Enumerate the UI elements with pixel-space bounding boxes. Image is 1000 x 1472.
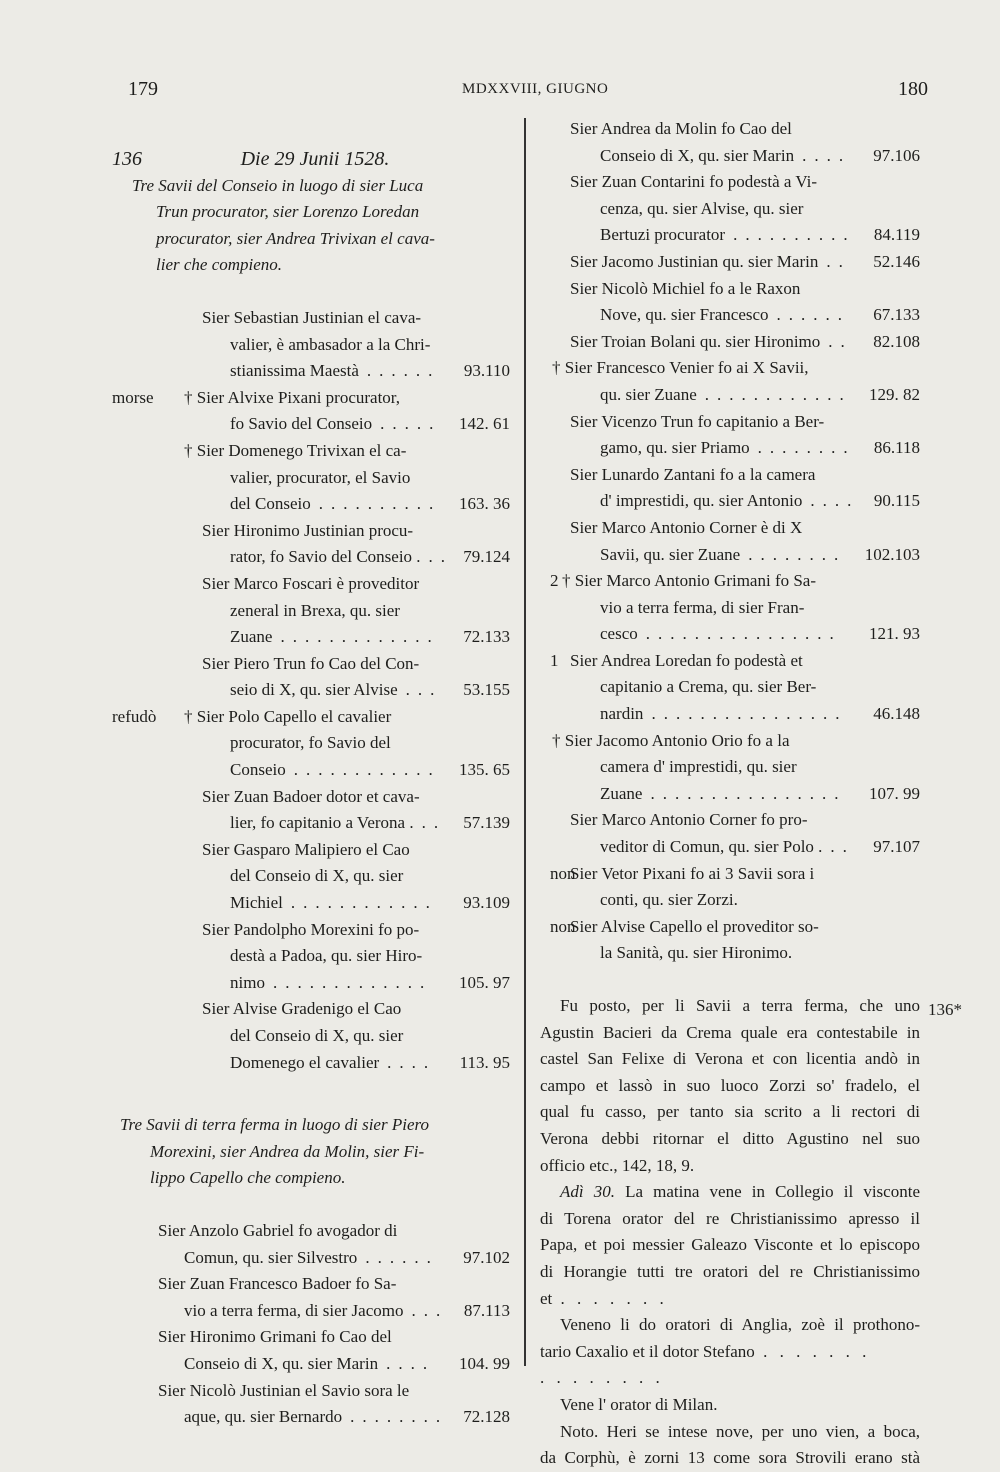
line-text: Sier Anzolo Gabriel fo avogador di bbox=[158, 1220, 398, 1240]
line-text: rator, fo Savio del Conseio . bbox=[230, 547, 421, 567]
line-text: Sier Zuan Badoer dotor et cava- bbox=[202, 786, 420, 806]
text-line bbox=[540, 1286, 920, 1313]
text-line bbox=[540, 409, 920, 436]
text-line bbox=[540, 914, 920, 941]
line-text: Sier Hironimo Justinian procu- bbox=[202, 520, 414, 540]
text-line bbox=[120, 1351, 510, 1378]
date-heading: Die 29 Junii 1528. bbox=[240, 148, 390, 170]
leader-dots: ... bbox=[405, 680, 443, 700]
vote-count: 93.110 bbox=[463, 361, 510, 381]
line-text: del Conseio di X, qu. sier bbox=[230, 1026, 404, 1045]
line-text: Sier Marco Antonio Corner fo pro- bbox=[570, 810, 808, 830]
text-line bbox=[120, 1112, 510, 1139]
leader-dots: ... bbox=[411, 1300, 449, 1320]
text-line bbox=[540, 488, 920, 515]
line-text: camera d' imprestidi, qu. sier bbox=[600, 757, 797, 777]
vote-count: 97.106 bbox=[873, 145, 920, 165]
text-line bbox=[120, 1404, 510, 1431]
text-line bbox=[540, 222, 920, 249]
line-text: Conseio di X, qu. sier Marin bbox=[600, 145, 795, 165]
text-line bbox=[112, 704, 510, 731]
text-line bbox=[120, 890, 510, 917]
vote-count: 87.113 bbox=[463, 1300, 510, 1320]
text-line bbox=[540, 595, 920, 622]
text-line bbox=[120, 1324, 510, 1351]
text-line bbox=[120, 970, 510, 997]
vote-count: 57.139 bbox=[463, 813, 510, 833]
line-text: veditor di Comun, qu. sier Polo . bbox=[600, 837, 823, 857]
text-line bbox=[540, 1232, 920, 1259]
line-text: Nove, qu. sier Francesco bbox=[600, 305, 769, 325]
text-line bbox=[540, 781, 920, 808]
leader-dots: .. bbox=[428, 547, 454, 567]
text-line bbox=[120, 996, 510, 1023]
line-text: † Sier Domenego Trivixan el ca- bbox=[184, 440, 407, 460]
line-text: Verona debbi ritornar el ditto Agustino nel suo bbox=[540, 1128, 920, 1148]
text-line bbox=[540, 302, 920, 329]
line-text: Sier Nicolò Justinian el Savio sora le bbox=[158, 1380, 410, 1400]
text-line bbox=[120, 784, 510, 811]
spacer bbox=[120, 279, 510, 305]
text-line bbox=[540, 1419, 920, 1446]
leader-dots: ............. bbox=[272, 972, 433, 992]
leader-dots: .......... bbox=[318, 494, 442, 514]
line-text: valier, è ambasador a la Chri- bbox=[230, 334, 431, 354]
leader-dots: . . . . . . . bbox=[552, 1288, 668, 1308]
line-text: Noto. Heri se intese nove, per uno vien, a boca, bbox=[560, 1421, 920, 1441]
spacer bbox=[540, 967, 920, 993]
line-text: Sier Troian Bolani qu. sier Hironimo bbox=[570, 331, 821, 351]
text-line bbox=[540, 1365, 920, 1392]
leader-dots: .... bbox=[387, 1052, 437, 1072]
text-line bbox=[540, 1073, 920, 1100]
vote-count: 67.133 bbox=[873, 305, 920, 325]
line-text bbox=[540, 1365, 664, 1392]
leader-dots: ............ bbox=[290, 893, 438, 913]
vote-count: 163. 36 bbox=[459, 494, 510, 514]
text-line bbox=[540, 116, 920, 143]
text-line bbox=[540, 382, 920, 409]
text-line bbox=[540, 196, 920, 223]
margin-label: 136 bbox=[112, 148, 142, 170]
leader-dots: .. bbox=[830, 837, 855, 857]
line-text: Sier Andrea Loredan fo podestà et bbox=[570, 650, 803, 670]
text-line bbox=[120, 810, 510, 837]
line-text: † Sier Marco Antonio Grimani fo Sa- bbox=[562, 571, 817, 591]
line-text: aque, qu. sier Bernardo bbox=[184, 1407, 343, 1427]
text-line bbox=[540, 1259, 920, 1286]
text-line bbox=[120, 1271, 510, 1298]
text-line bbox=[120, 199, 510, 226]
leader-dots: ...... bbox=[776, 305, 851, 325]
margin-label: non bbox=[550, 863, 576, 883]
line-text: di Horangie tutti tre oratori del re Christianissimo bbox=[540, 1261, 920, 1281]
line-text: Sier Marco Foscari è proveditor bbox=[202, 573, 420, 593]
text-line bbox=[540, 515, 920, 542]
line-text: † Sier Francesco Venier fo ai X Savii, bbox=[552, 358, 809, 378]
line-text: cenza, qu. sier Alvise, qu. sier bbox=[600, 198, 804, 218]
line-text: Sier Marco Antonio Corner è di X bbox=[570, 517, 803, 537]
line-text: Adì 30. La matina vene in Collegio il visconte bbox=[560, 1182, 920, 1202]
text-line bbox=[120, 757, 510, 784]
text-line bbox=[120, 1139, 510, 1166]
line-text: procurator, sier Andrea Trivixan el cava- bbox=[156, 228, 435, 248]
spacer bbox=[120, 1192, 510, 1218]
line-text: nimo bbox=[230, 972, 265, 992]
line-text: da Corphù, è zorni 13 come sora Strovili erano stà bbox=[540, 1448, 920, 1468]
line-text: del Conseio di X, qu. sier bbox=[230, 866, 404, 886]
vote-count: 113. 95 bbox=[459, 1052, 510, 1072]
text-line bbox=[540, 1339, 920, 1366]
line-text: Tre Savii del Conseio in luogo di sier Luca bbox=[132, 175, 424, 195]
margin-label: non bbox=[550, 916, 576, 936]
leader-dots: . . . . . . . . bbox=[540, 1368, 664, 1388]
text-line bbox=[540, 435, 920, 462]
line-text: Zuane bbox=[230, 627, 273, 647]
vote-count: 52.146 bbox=[873, 251, 920, 271]
vote-count: 93.109 bbox=[463, 893, 510, 913]
line-text: Agustin Bacieri da Crema quale era contestabile in bbox=[540, 1022, 920, 1042]
text-line bbox=[120, 1378, 510, 1405]
line-text: Conseio di X, qu. sier Marin bbox=[184, 1353, 379, 1373]
line-text: lier, fo capitanio a Verona . bbox=[230, 813, 414, 833]
vote-count: 82.108 bbox=[873, 331, 920, 351]
text-line bbox=[540, 169, 920, 196]
vote-count: 129. 82 bbox=[869, 384, 920, 404]
text-line bbox=[120, 226, 510, 253]
vote-count: 72.128 bbox=[463, 1407, 510, 1427]
line-text: Bertuzi procurator bbox=[600, 225, 726, 245]
margin-label: 2 bbox=[550, 571, 559, 591]
line-text: Conseio bbox=[230, 760, 286, 780]
line-text: tario Caxalio et il dotor Stefano . . . . . . . bbox=[540, 1341, 871, 1361]
line-text: Sier Vicenzo Trun fo capitanio a Ber- bbox=[570, 411, 825, 431]
leader-dots: ................ bbox=[651, 704, 848, 724]
vote-count: 142. 61 bbox=[459, 414, 510, 434]
leader-dots: ..... bbox=[380, 414, 442, 434]
line-text: Sier Andrea da Molin fo Cao del bbox=[570, 119, 792, 138]
line-text: † Sier Polo Capello el cavalier bbox=[184, 706, 392, 726]
line-text: castel San Felixe di Verona et con licentia andò in bbox=[540, 1049, 920, 1069]
text-line bbox=[540, 993, 920, 1020]
text-line bbox=[120, 677, 510, 704]
vote-count: 105. 97 bbox=[459, 972, 510, 992]
text-line bbox=[120, 1165, 510, 1192]
line-text: Sier Jacomo Justinian qu. sier Marin bbox=[570, 251, 819, 271]
text-line bbox=[540, 568, 920, 595]
text-line bbox=[120, 544, 510, 571]
line-text: † Sier Jacomo Antonio Orio fo a la bbox=[552, 730, 790, 750]
text-line bbox=[120, 730, 510, 757]
line-text: Sier Gasparo Malipiero el Cao bbox=[202, 839, 410, 859]
text-line bbox=[540, 355, 920, 382]
line-text: procurator, fo Savio del bbox=[230, 733, 391, 753]
text-line bbox=[112, 146, 510, 173]
text-line bbox=[540, 1020, 920, 1047]
line-text: qual fu casso, per tanto sia scrito a li rectori di bbox=[540, 1102, 920, 1122]
line-text: Vene l' orator di Milan. bbox=[560, 1394, 718, 1414]
vote-count: 86.118 bbox=[873, 438, 920, 458]
line-text: del Conseio bbox=[230, 494, 311, 514]
line-text: Sier Zuan Francesco Badoer fo Sa- bbox=[158, 1274, 397, 1294]
text-line bbox=[120, 571, 510, 598]
text-line bbox=[540, 329, 920, 356]
text-line bbox=[120, 1245, 510, 1272]
line-text: Sier Pandolpho Morexini fo po- bbox=[202, 919, 420, 939]
text-line bbox=[540, 276, 920, 303]
vote-count: 121. 93 bbox=[869, 624, 920, 644]
text-line bbox=[540, 621, 920, 648]
text-line bbox=[540, 701, 920, 728]
line-text: Comun, qu. sier Silvestro bbox=[184, 1247, 358, 1267]
line-text: Sier Hironimo Grimani fo Cao del bbox=[158, 1327, 392, 1347]
text-line bbox=[120, 651, 510, 678]
text-line bbox=[120, 1050, 510, 1077]
vote-count: 135. 65 bbox=[459, 760, 510, 780]
line-text: Papa, et poi messier Galeazo Visconte et lo episcopo bbox=[540, 1235, 920, 1255]
line-text: officio etc., 142, 18, 9. bbox=[540, 1155, 695, 1175]
leader-dots: .. bbox=[828, 331, 853, 351]
line-text: Sier Alvise Capello el proveditor so- bbox=[570, 916, 819, 936]
line-text: Savii, qu. sier Zuane bbox=[600, 544, 741, 564]
leader-dots: ............. bbox=[280, 627, 440, 647]
text-line bbox=[120, 943, 510, 970]
text-line bbox=[540, 807, 920, 834]
left-page-number: 179 bbox=[128, 78, 158, 100]
text-line bbox=[120, 305, 510, 332]
leader-dots: ................ bbox=[650, 783, 847, 803]
margin-note-136-star: 136* bbox=[928, 1000, 962, 1019]
vote-count: 46.148 bbox=[873, 704, 920, 724]
text-line bbox=[120, 438, 510, 465]
line-text: Sier Piero Trun fo Cao del Con- bbox=[202, 653, 420, 673]
text-line bbox=[120, 173, 510, 200]
leader-dots: .... bbox=[802, 145, 852, 165]
text-line bbox=[540, 542, 920, 569]
line-text: cesco bbox=[600, 624, 638, 644]
line-text: Sier Nicolò Michiel fo a le Raxon bbox=[570, 278, 801, 298]
line-text: d' imprestidi, qu. sier Antonio bbox=[600, 491, 803, 511]
margin-label: 1 bbox=[550, 650, 559, 670]
line-text: campo et lassò in suo luoco Zorzi so' fradelo, el bbox=[540, 1075, 920, 1095]
spacer bbox=[120, 1076, 510, 1112]
vote-count: 97.102 bbox=[463, 1247, 510, 1267]
text-line bbox=[540, 940, 920, 967]
text-line bbox=[120, 518, 510, 545]
line-text: destà a Padoa, qu. sier Hiro- bbox=[230, 946, 423, 966]
leader-dots: .... bbox=[810, 491, 860, 511]
line-text: Sier Lunardo Zantani fo a la camera bbox=[570, 464, 816, 484]
text-line bbox=[540, 1126, 920, 1153]
text-line bbox=[120, 837, 510, 864]
text-line bbox=[540, 1392, 920, 1419]
line-text: † Sier Alvixe Pixani procurator, bbox=[184, 387, 401, 407]
text-line bbox=[540, 728, 920, 755]
vote-count: 72.133 bbox=[463, 627, 510, 647]
text-line bbox=[120, 1298, 510, 1325]
leader-dots: ................ bbox=[645, 624, 842, 644]
leader-dots: . . . . . . . bbox=[754, 1341, 871, 1361]
line-text: seio di X, qu. sier Alvise bbox=[230, 680, 398, 700]
vote-count: 107. 99 bbox=[869, 783, 920, 803]
text-line bbox=[540, 1099, 920, 1126]
text-line bbox=[540, 1046, 920, 1073]
vote-count: 104. 99 bbox=[459, 1353, 510, 1373]
line-text: stianissima Maestà bbox=[230, 361, 359, 381]
text-line bbox=[540, 648, 920, 675]
line-text: lier che compieno. bbox=[156, 255, 283, 275]
right-column bbox=[540, 116, 920, 1472]
leader-dots: .......... bbox=[733, 225, 856, 245]
text-line bbox=[540, 1445, 920, 1472]
line-text: Zuane bbox=[600, 783, 643, 803]
line-text: Michiel bbox=[230, 893, 283, 913]
vote-count: 97.107 bbox=[873, 837, 920, 857]
text-line bbox=[120, 411, 510, 438]
margin-label: morse bbox=[112, 387, 154, 407]
text-line bbox=[540, 887, 920, 914]
line-text: Morexini, sier Andrea da Molin, sier Fi- bbox=[150, 1141, 425, 1161]
line-text: conti, qu. sier Zorzi. bbox=[600, 890, 738, 910]
line-text: Veneno li do oratori di Anglia, zoè il prothono- bbox=[560, 1315, 920, 1335]
text-line bbox=[540, 143, 920, 170]
text-line bbox=[120, 598, 510, 625]
column-divider bbox=[524, 118, 526, 1366]
vote-count: 79.124 bbox=[463, 547, 510, 567]
text-line bbox=[540, 834, 920, 861]
text-line bbox=[112, 385, 510, 412]
line-text: Fu posto, per li Savii a terra ferma, che uno bbox=[560, 996, 920, 1015]
leader-dots: ........ bbox=[757, 438, 856, 458]
leader-dots: .... bbox=[386, 1353, 436, 1373]
text-line bbox=[540, 1153, 920, 1180]
text-line bbox=[120, 863, 510, 890]
page-header bbox=[0, 78, 1000, 108]
text-line bbox=[120, 358, 510, 385]
leader-dots: .. bbox=[826, 251, 851, 271]
running-title: MDXXVIII, GIUGNO bbox=[462, 81, 609, 97]
text-line bbox=[120, 1218, 510, 1245]
line-text: valier, procurator, el Savio bbox=[230, 467, 411, 487]
text-line bbox=[540, 1206, 920, 1233]
line-text: nardin bbox=[600, 704, 644, 724]
leader-dots: ........ bbox=[748, 544, 847, 564]
text-line bbox=[120, 1023, 510, 1050]
text-line bbox=[540, 462, 920, 489]
text-line bbox=[540, 1312, 920, 1339]
line-text: Trun procurator, sier Lorenzo Loredan bbox=[156, 202, 420, 222]
vote-count: 90.115 bbox=[873, 491, 920, 511]
line-text: et . . . . . . . bbox=[540, 1288, 668, 1308]
line-text: Sier Sebastian Justinian el cava- bbox=[202, 307, 422, 327]
leader-dots: ............ bbox=[704, 384, 852, 404]
text-line bbox=[540, 674, 920, 701]
line-text: Sier Alvise Gradenigo el Cao bbox=[202, 999, 402, 1019]
text-line bbox=[120, 491, 510, 518]
text-line bbox=[540, 861, 920, 888]
line-text: Tre Savii di terra ferma in luogo di sier Piero bbox=[120, 1115, 429, 1135]
margin-label: refudò bbox=[112, 706, 157, 726]
text-line bbox=[120, 624, 510, 651]
line-text: gamo, qu. sier Priamo bbox=[600, 438, 750, 458]
line-text: la Sanità, qu. sier Hironimo. bbox=[600, 943, 793, 963]
leader-dots: ...... bbox=[365, 1247, 439, 1267]
vote-count: 102.103 bbox=[864, 544, 920, 564]
vote-count: 84.119 bbox=[873, 225, 920, 245]
line-text: di Torena orator del re Christianissimo apresso il bbox=[540, 1208, 920, 1228]
line-text: vio a terra ferma, di sier Fran- bbox=[600, 597, 805, 617]
line-text: lippo Capello che compieno. bbox=[150, 1168, 346, 1188]
text-line bbox=[120, 332, 510, 359]
text-line bbox=[120, 917, 510, 944]
line-text: Domenego el cavalier bbox=[230, 1052, 380, 1072]
text-line bbox=[120, 465, 510, 492]
vote-count: 53.155 bbox=[463, 680, 510, 700]
line-text: vio a terra ferma, di sier Jacomo bbox=[184, 1300, 404, 1320]
line-text: Sier Vetor Pixani fo ai 3 Savii sora i bbox=[570, 863, 815, 883]
line-text: capitanio a Crema, qu. sier Ber- bbox=[600, 677, 817, 697]
right-page-number: 180 bbox=[898, 78, 928, 100]
line-text: Sier Zuan Contarini fo podestà a Vi- bbox=[570, 172, 817, 192]
leader-dots: ............ bbox=[293, 760, 441, 780]
line-text: qu. sier Zuane bbox=[600, 384, 697, 404]
text-line bbox=[540, 754, 920, 781]
leader-dots: .. bbox=[421, 813, 447, 833]
text-line bbox=[540, 249, 920, 276]
leader-dots: ...... bbox=[366, 361, 441, 381]
line-text: fo Savio del Conseio bbox=[230, 414, 373, 434]
text-line bbox=[540, 1179, 920, 1206]
line-text: zeneral in Brexa, qu. sier bbox=[230, 600, 400, 620]
leader-dots: ........ bbox=[350, 1407, 449, 1427]
left-column bbox=[112, 146, 510, 1431]
text-line bbox=[120, 252, 510, 279]
